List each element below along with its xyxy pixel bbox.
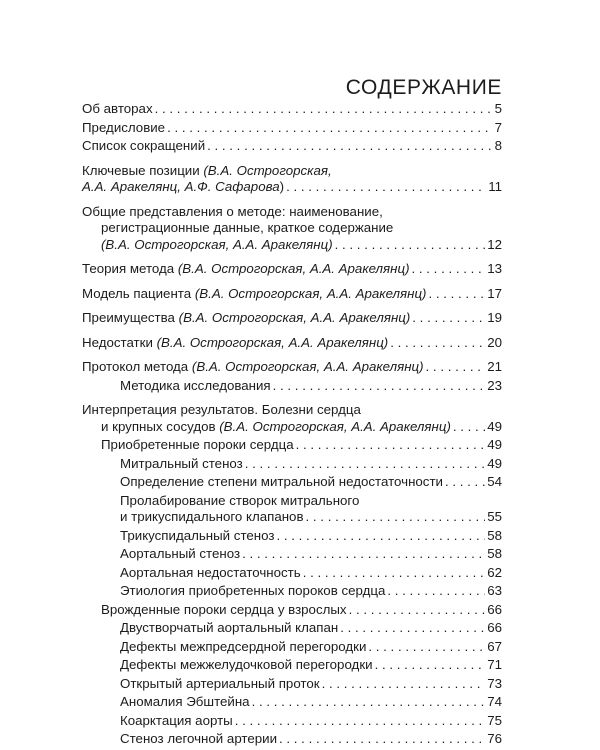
dot-leader <box>167 120 493 137</box>
toc-entry[interactable] <box>82 493 502 526</box>
toc-entry[interactable] <box>82 694 502 711</box>
dot-leader <box>155 101 493 118</box>
toc-entry-text <box>101 602 347 619</box>
toc-entry-row <box>82 378 502 395</box>
toc-page-number: 66 <box>487 601 502 617</box>
toc-entry-authors: (В.А. Острогорская, <box>203 162 332 178</box>
toc-entry-text <box>120 657 373 674</box>
dot-leader <box>252 694 486 711</box>
dot-leader <box>375 657 486 674</box>
toc-entry-row <box>82 639 502 656</box>
toc-entry[interactable] <box>82 120 502 137</box>
toc-entry-text: регистрационные данные, краткое содержание <box>101 220 394 235</box>
toc-entry-row <box>82 731 502 748</box>
dot-leader <box>207 138 492 155</box>
toc-entry-text <box>120 583 385 600</box>
toc-entry-row <box>82 286 502 303</box>
toc-entry-text <box>120 565 301 582</box>
dot-leader <box>303 565 486 582</box>
toc-entry-row <box>82 359 502 376</box>
dot-leader <box>245 456 485 473</box>
toc-entry[interactable] <box>82 402 502 435</box>
toc-entry-authors: (В.А. Острогорская, А.А. Аракелянц) <box>194 285 427 301</box>
toc-entry-title: Трикуспидальный стеноз <box>120 527 275 543</box>
table-of-contents <box>82 101 502 748</box>
toc-entry-row <box>82 546 502 563</box>
toc-entry-row <box>82 620 502 637</box>
toc-entry-text <box>82 335 388 352</box>
dot-leader <box>286 179 486 196</box>
toc-entry[interactable] <box>82 583 502 600</box>
toc-entry-title: Открытый артериальный проток <box>120 675 320 691</box>
toc-page-number: 5 <box>494 101 502 116</box>
toc-entry-text <box>82 359 424 376</box>
dot-leader <box>276 528 485 545</box>
toc-page-number: 13 <box>487 261 502 276</box>
toc-page-number: 73 <box>487 675 502 691</box>
toc-entry-row <box>82 437 502 454</box>
toc-entry-row <box>82 583 502 600</box>
toc-entry-row <box>82 237 502 254</box>
toc-entry-title: Модель пациента <box>82 285 195 301</box>
toc-entry-title: Митральный стеноз <box>120 455 243 471</box>
toc-entry-row <box>82 509 502 526</box>
toc-entry[interactable] <box>82 378 502 395</box>
toc-entry[interactable] <box>82 286 502 303</box>
toc-entry-authors: (В.А. Острогорская, А.А. Аракелянц) <box>191 359 424 374</box>
dot-leader <box>387 583 485 600</box>
toc-entry-line <box>82 402 502 419</box>
toc-entry-row <box>82 528 502 545</box>
toc-entry[interactable] <box>82 657 502 674</box>
toc-entry-row <box>82 179 502 196</box>
closing-paren: ) <box>279 179 285 194</box>
toc-entry-title: Методика исследования <box>120 377 271 393</box>
toc-page-number: 17 <box>487 285 502 301</box>
toc-entry[interactable] <box>82 359 502 376</box>
toc-entry-title: Дефекты межжелудочковой перегородки <box>120 657 373 672</box>
toc-entry-text <box>82 310 410 327</box>
toc-entry[interactable] <box>82 335 502 352</box>
toc-entry[interactable] <box>82 676 502 693</box>
toc-page-number: 63 <box>487 583 502 598</box>
toc-entry-title: Теория метода <box>82 261 178 276</box>
toc-entry-text: Ключевые позиции <box>82 162 204 178</box>
toc-entry[interactable] <box>82 204 502 254</box>
toc-entry-line <box>82 493 502 510</box>
dot-leader <box>368 639 485 656</box>
toc-entry-authors: (В.А. Острогорская, А.А. Аракелянц) <box>219 418 451 434</box>
toc-entry-text <box>120 528 274 545</box>
toc-page-number: 21 <box>487 359 502 374</box>
toc-page-number: 12 <box>487 236 502 252</box>
toc-page-number: 74 <box>487 694 502 709</box>
dot-leader <box>279 731 485 748</box>
toc-entry-text <box>120 456 243 473</box>
toc-entry-text <box>120 639 366 656</box>
toc-entry-text <box>82 101 153 118</box>
dot-leader <box>296 437 486 454</box>
toc-entry-text <box>101 437 294 454</box>
toc-entry-title: Врожденные пороки сердца у взрослых <box>101 601 347 617</box>
toc-page-number: 76 <box>487 731 502 746</box>
toc-entry-text <box>120 713 233 730</box>
toc-entry-title: Недостатки <box>82 334 157 350</box>
toc-page-number: 49 <box>487 418 502 434</box>
dot-leader <box>426 359 486 376</box>
toc-entry-line <box>82 204 502 221</box>
toc-page-number: 75 <box>487 712 502 728</box>
toc-entry-text <box>82 286 426 303</box>
toc-entry[interactable] <box>82 602 502 619</box>
toc-entry[interactable] <box>82 731 502 748</box>
toc-entry-text <box>82 120 165 137</box>
toc-entry[interactable] <box>82 528 502 545</box>
toc-entry-row <box>82 419 502 436</box>
toc-page-number: 54 <box>487 474 502 489</box>
toc-entry-line <box>82 163 502 180</box>
dot-leader <box>412 261 486 278</box>
toc-entry-title: Список сокращений <box>82 138 206 153</box>
toc-entry-row <box>82 694 502 711</box>
toc-entry-authors: (В.А. Острогорская, А.А. Аракелянц) <box>178 310 411 325</box>
toc-entry[interactable] <box>82 101 502 118</box>
toc-entry-row <box>82 474 502 491</box>
toc-page-number: 19 <box>487 310 502 325</box>
toc-entry-text <box>120 474 443 491</box>
dot-leader <box>340 620 485 637</box>
toc-entry[interactable] <box>82 138 502 155</box>
toc-entry-row <box>82 657 502 674</box>
toc-entry-text <box>120 694 250 711</box>
toc-entry-title: Аортальная недостаточность <box>120 564 301 580</box>
dot-leader <box>235 713 485 730</box>
toc-entry-text <box>120 378 271 395</box>
toc-entry[interactable] <box>82 437 502 454</box>
toc-entry-text <box>82 261 410 278</box>
toc-entry-row <box>82 138 502 155</box>
toc-page-number: 55 <box>487 509 502 524</box>
toc-entry[interactable] <box>82 639 502 656</box>
toc-entry-text <box>82 179 284 196</box>
toc-page-number: 7 <box>494 119 502 135</box>
toc-entry-title: Аортальный стеноз <box>120 546 241 561</box>
toc-entry-row <box>82 101 502 118</box>
toc-entry-row <box>82 565 502 582</box>
toc-entry-text: Общие представления о методе: наименование, <box>82 203 383 219</box>
toc-entry-text <box>101 419 451 436</box>
toc-page-number: 23 <box>487 377 502 393</box>
dot-leader <box>306 509 486 526</box>
toc-entry-title: Стеноз легочной артерии <box>120 731 278 746</box>
toc-page-number: 11 <box>488 179 502 194</box>
toc-entry[interactable] <box>82 456 502 473</box>
toc-entry-title: Коарктация аорты <box>120 712 233 728</box>
toc-entry-title: Аномалия Эбштейна <box>120 694 250 709</box>
toc-entry-text <box>120 620 338 637</box>
dot-leader <box>349 602 486 619</box>
toc-entry-row <box>82 335 502 352</box>
toc-entry[interactable] <box>82 474 502 491</box>
dot-leader <box>273 378 486 395</box>
toc-page-number: 49 <box>487 437 502 452</box>
toc-entry-row <box>82 120 502 137</box>
toc-entry-title: Двустворчатый аортальный клапан <box>120 620 339 635</box>
toc-entry-text <box>120 546 240 563</box>
toc-entry[interactable] <box>82 620 502 637</box>
toc-page-number: 58 <box>487 546 502 561</box>
toc-entry-title: Преимущества <box>82 310 179 325</box>
toc-entry-title: Определение степени митральной недостаточности <box>120 474 443 489</box>
toc-entry-row <box>82 713 502 730</box>
dot-leader <box>335 237 486 254</box>
toc-page-number: 67 <box>487 638 502 654</box>
toc-entry-row <box>82 456 502 473</box>
toc-entry-authors: (В.А. Острогорская, А.А. Аракелянц) <box>156 334 389 350</box>
toc-page-number: 20 <box>487 334 502 350</box>
dot-leader <box>242 546 485 563</box>
toc-page-number: 58 <box>487 527 502 543</box>
toc-page-number: 66 <box>487 620 502 635</box>
toc-page-number: 71 <box>487 657 502 672</box>
toc-entry[interactable] <box>82 713 502 730</box>
dot-leader <box>390 335 485 352</box>
toc-entry-text: Интерпретация результатов. Болезни сердца <box>82 402 361 417</box>
toc-entry-text <box>120 731 277 748</box>
toc-entry-row <box>82 602 502 619</box>
toc-entry-row <box>82 676 502 693</box>
toc-entry-text <box>120 676 320 693</box>
toc-entry-title: Предисловие <box>82 119 166 135</box>
toc-entry-text <box>101 237 333 254</box>
page-title: СОДЕРЖАНИЕ <box>345 76 502 100</box>
toc-entry-authors: (В.А. Острогорская, А.А. Аракелянц) <box>177 261 410 276</box>
toc-entry[interactable] <box>82 261 502 278</box>
toc-entry-line <box>82 220 502 237</box>
toc-entry-title: Протокол метода <box>82 359 192 374</box>
toc-entry-text <box>82 138 205 155</box>
toc-page-number: 49 <box>487 455 502 471</box>
toc-entry-title: и крупных сосудов <box>101 418 220 434</box>
toc-entry[interactable] <box>82 546 502 563</box>
toc-page-number: 8 <box>494 138 502 153</box>
toc-entry-title: Этиология приобретенных пороков сердца <box>120 583 386 598</box>
dot-leader <box>445 474 485 491</box>
toc-entry-title: и трикуспидального клапанов <box>120 509 304 524</box>
dot-leader <box>322 676 486 693</box>
toc-entry-title: Приобретенные пороки сердца <box>101 437 294 452</box>
toc-entry-row <box>82 310 502 327</box>
toc-entry-title: Об авторах <box>82 101 153 116</box>
dot-leader <box>453 419 485 436</box>
toc-entry-row <box>82 261 502 278</box>
dot-leader <box>428 286 485 303</box>
toc-entry[interactable] <box>82 565 502 582</box>
toc-entry-text: Пролабирование створок митрального <box>120 492 360 508</box>
toc-entry-title: А.А. Аракелянц, А.Ф. Сафарова <box>82 179 280 194</box>
toc-entry[interactable] <box>82 163 502 196</box>
toc-entry-text <box>120 509 304 526</box>
toc-page-number: 62 <box>487 564 502 580</box>
toc-entry-title: Дефекты межпредсердной перегородки <box>120 638 367 654</box>
dot-leader <box>412 310 485 327</box>
toc-entry-authors: (В.А. Острогорская, А.А. Аракелянц) <box>101 236 333 252</box>
toc-entry[interactable] <box>82 310 502 327</box>
